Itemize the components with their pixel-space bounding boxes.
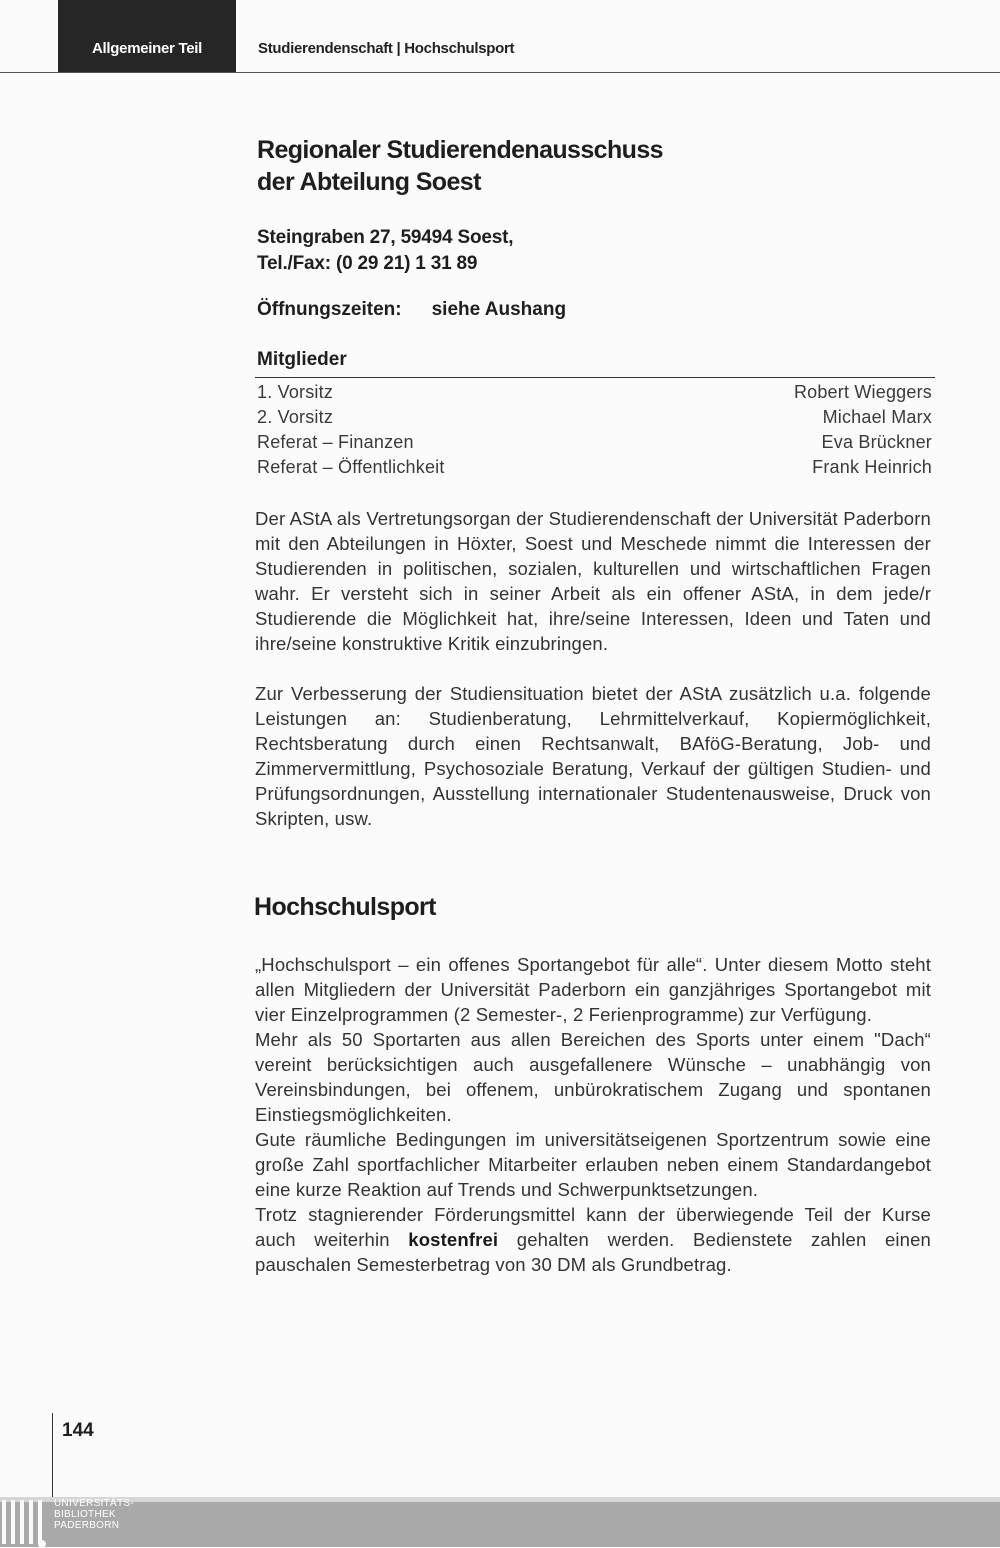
fees-text-start: Trotz stagnierender Förderungsmittel kann der überwiegende Teil der Kurse auch weiterhin [255, 1204, 931, 1250]
library-label-line-3: PADERBORN [54, 1520, 120, 1531]
page-number-divider [52, 1413, 53, 1497]
title-line-2: der Abteilung Soest [257, 168, 481, 196]
members-list [257, 380, 932, 480]
member-row [257, 455, 932, 480]
member-name: Michael Marx [822, 407, 932, 427]
library-label-line-1: UNIVERSITÄTS- [54, 1498, 135, 1509]
member-role: Referat – Öffentlichkeit [257, 457, 445, 477]
member-row [257, 430, 932, 455]
header-divider [0, 72, 1000, 73]
library-label-line-2: BIBLIOTHEK [54, 1509, 116, 1520]
page-number: 144 [62, 1420, 94, 1441]
opening-hours [257, 299, 566, 321]
opening-hours-label: Öffnungszeiten: [257, 299, 402, 320]
library-footer-bar [0, 1497, 1000, 1547]
opening-hours-value: siehe Aushang [431, 299, 567, 320]
section-heading-hochschulsport: Hochschulsport [254, 893, 436, 921]
library-label [54, 1498, 134, 1531]
address-block [257, 225, 513, 277]
phone-fax-line: Tel./Fax: (0 29 21) 1 31 89 [257, 253, 478, 274]
member-role: 1. Vorsitz [257, 382, 334, 402]
fees-text-end: gehalten werden. Bedienstete zahlen einen pauschalen Semesterbetrag von 30 DM als Grundbetrag. [255, 1229, 931, 1275]
fees-highlight: kostenfrei [408, 1229, 499, 1250]
sport-text-block [255, 952, 931, 1277]
member-row [257, 380, 932, 405]
member-name: Eva Brückner [821, 432, 932, 452]
member-role: Referat – Finanzen [257, 432, 414, 452]
section-tab [58, 0, 236, 72]
asta-description-paragraph: Der AStA als Vertretungsorgan der Studierendenschaft der Universität Paderborn mit den Abteilungen in Höxter, Soest und Meschede nimmt die Interessen der Studierenden in politischen, sozialen, kulturellen und wirtschaftlichen Fragen wahr. Er versteht sich in seiner Arbeit als ein offener AStA, in dem jede/r Studierende die Möglichkeit hat, ihre/seine Interessen, Ideen und Taten und ihre/seine konstruktive Kritik einzubringen. [255, 508, 931, 654]
address-line: Steingraben 27, 59494 Soest, [257, 227, 514, 248]
member-name: Frank Heinrich [812, 457, 932, 477]
member-row [257, 405, 932, 430]
section-tab-label: Allgemeiner Teil [92, 39, 202, 57]
members-heading: Mitglieder [257, 349, 347, 370]
member-role: 2. Vorsitz [257, 407, 334, 427]
page-title [257, 134, 897, 198]
sport-paragraph-offer: Mehr als 50 Sportarten aus allen Bereichen des Sports unter einem "Dach“ vereint berücksichtigen auch ausgefallenere Wünsche – unabhängig von Vereinsbindungen, bei offenem, unbürokratischem Zugang und spontanen Einstiegsmöglichkeiten. [255, 1029, 931, 1125]
library-barcode-icon [2, 1500, 42, 1544]
sport-paragraph-motto: „Hochschulsport – ein offenes Sportangebot für alle“. Unter diesem Motto steht allen Mitgliedern der Universität Paderborn ein ganzjähriges Sportangebot mit vier Einzelprogrammen (2 Semester-, 2 Ferienprogramme) zur Verfügung. [255, 954, 931, 1025]
footer-strip [0, 1497, 1000, 1502]
title-line-1: Regionaler Studierendenausschuss [257, 136, 663, 164]
member-name: Robert Wieggers [793, 382, 932, 402]
asta-services-paragraph: Zur Verbesserung der Studiensituation bietet der AStA zusätzlich u.a. folgende Leistungen an: Studienberatung, Lehrmittelverkauf, Kopiermöglichkeit, Rechtsberatung durch einen Rechtsanwalt, BAföG-Beratung, Job- und Zimmervermittlung, Psychosoziale Beratung, Verkauf der gültigen Studien- und Prüfungsordnungen, Ausstellung internationaler Studentenausweise, Druck von Skripten, usw. [255, 683, 931, 829]
sport-paragraph-conditions: Gute räumliche Bedingungen im universitätseigenen Sportzentrum sowie eine große Zahl sportfachlicher Mitarbeiter erlauben neben einem Standardangebot eine kurze Reaktion auf Trends und Schwerpunktsetzungen. [255, 1129, 931, 1200]
breadcrumb: Studierendenschaft | Hochschulsport [258, 40, 515, 57]
members-divider [255, 377, 935, 378]
sport-paragraph-fees [255, 1202, 931, 1277]
